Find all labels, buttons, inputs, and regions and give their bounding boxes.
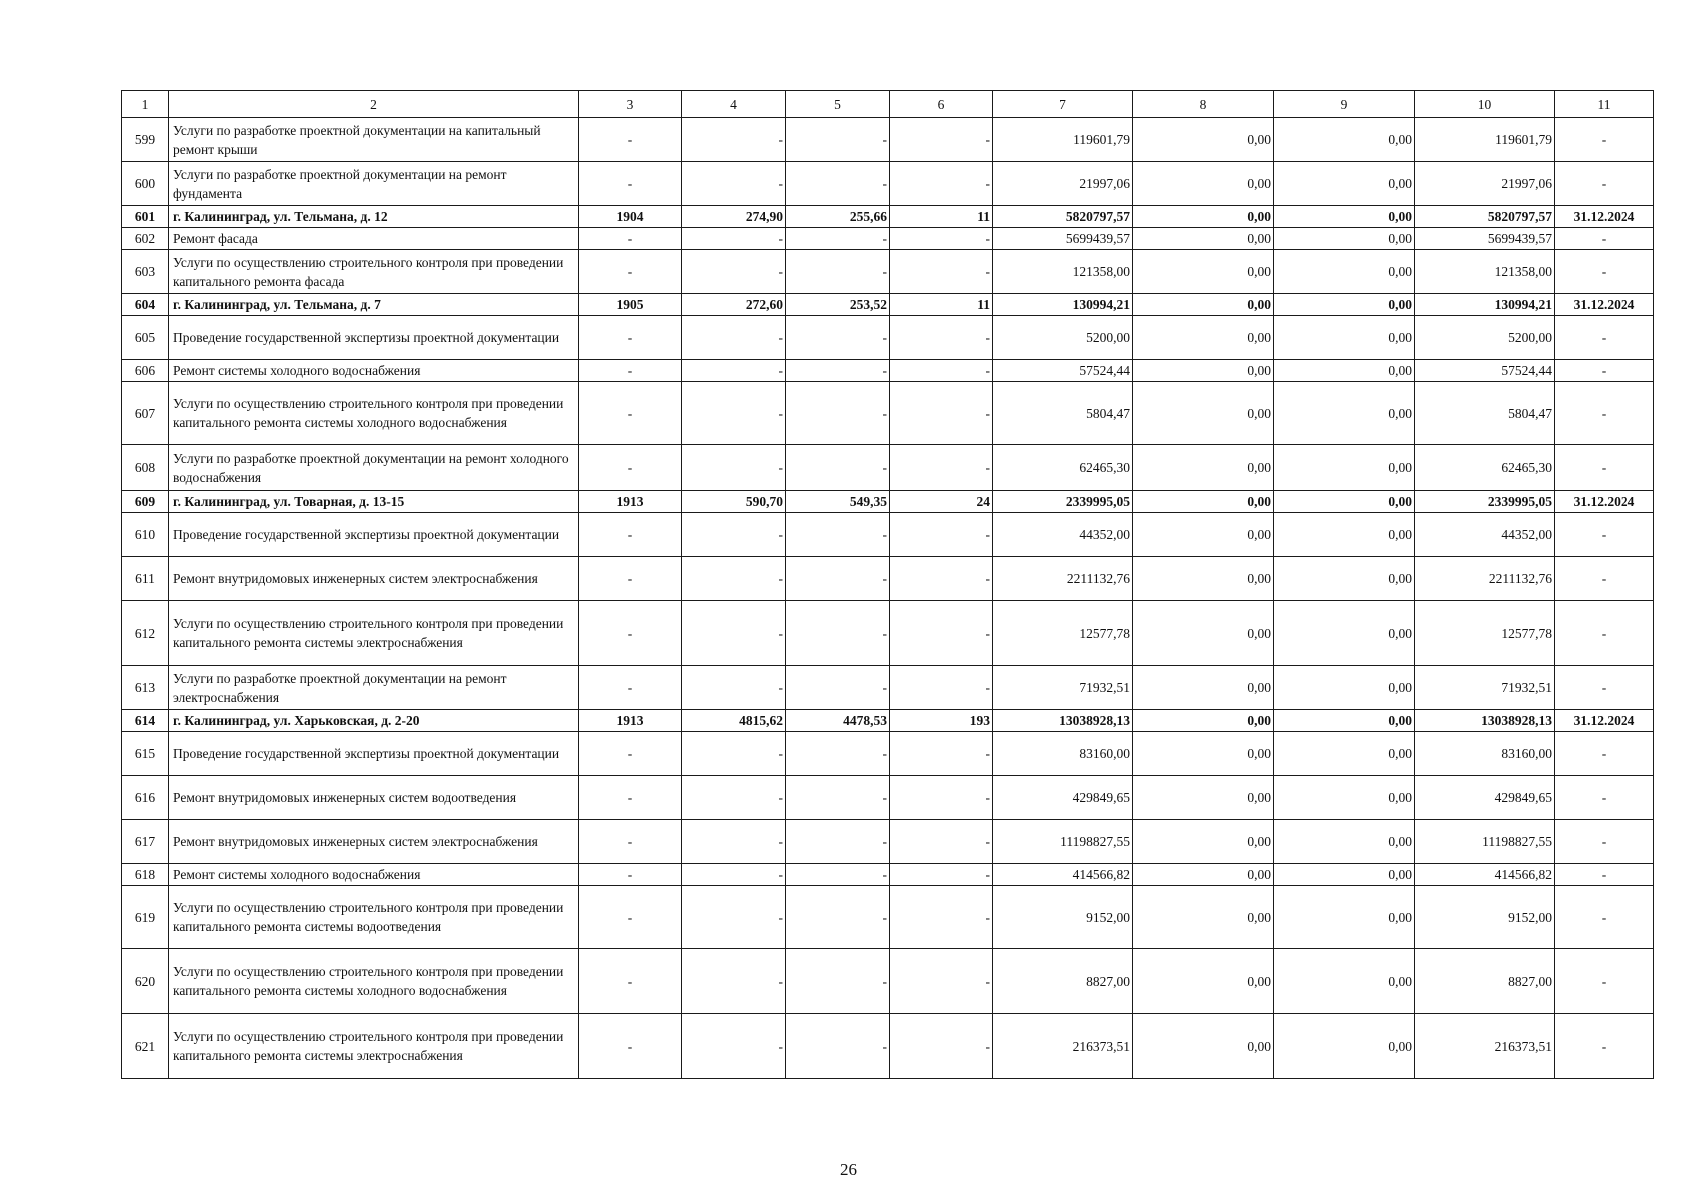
table-cell: 5820797,57 [993, 206, 1133, 228]
table-cell: - [1555, 820, 1654, 864]
table-cell: 5200,00 [1415, 316, 1555, 360]
table-row [122, 445, 1654, 491]
table-cell: 12577,78 [993, 601, 1133, 666]
table-cell: - [890, 118, 993, 162]
table-cell: 610 [122, 513, 169, 557]
table-cell: 9152,00 [993, 886, 1133, 949]
table-cell: 0,00 [1133, 250, 1274, 294]
table-cell: - [579, 864, 682, 886]
table-cell: 0,00 [1274, 513, 1415, 557]
header-row [122, 91, 1654, 118]
table-cell: 1904 [579, 206, 682, 228]
table-cell: - [682, 445, 786, 491]
table-cell: - [890, 886, 993, 949]
table-cell: - [682, 864, 786, 886]
table-cell: 0,00 [1133, 294, 1274, 316]
table-cell: - [786, 360, 890, 382]
table-row [122, 776, 1654, 820]
column-header: 9 [1274, 91, 1415, 118]
table-cell: - [786, 864, 890, 886]
table-cell: 606 [122, 360, 169, 382]
table-cell: 119601,79 [1415, 118, 1555, 162]
table-cell: 11 [890, 206, 993, 228]
table-cell: 193 [890, 710, 993, 732]
table-cell: 24 [890, 491, 993, 513]
table-cell: 0,00 [1274, 162, 1415, 206]
table-cell: - [786, 666, 890, 710]
table-cell: 414566,82 [993, 864, 1133, 886]
table-cell: Услуги по осуществлению строительного контроля при проведении капитального ремонта фасада [169, 250, 579, 294]
address-row [122, 294, 1654, 316]
table-cell: 216373,51 [993, 1014, 1133, 1079]
table-cell: 0,00 [1133, 710, 1274, 732]
table-cell: - [579, 162, 682, 206]
table-cell: 5699439,57 [1415, 228, 1555, 250]
table-cell: 62465,30 [1415, 445, 1555, 491]
table-cell: - [1555, 162, 1654, 206]
table-cell: 0,00 [1274, 949, 1415, 1014]
table-cell: 57524,44 [993, 360, 1133, 382]
table-cell: 0,00 [1133, 360, 1274, 382]
table-cell: - [579, 886, 682, 949]
table-row [122, 820, 1654, 864]
table-cell: 604 [122, 294, 169, 316]
table-cell: 0,00 [1274, 776, 1415, 820]
table-cell: 601 [122, 206, 169, 228]
table-cell: - [1555, 513, 1654, 557]
table-cell: 600 [122, 162, 169, 206]
table-cell: 13038928,13 [993, 710, 1133, 732]
table-cell: 613 [122, 666, 169, 710]
table-cell: 0,00 [1274, 710, 1415, 732]
table-cell: 71932,51 [993, 666, 1133, 710]
table-cell: 429849,65 [1415, 776, 1555, 820]
table-cell: - [890, 666, 993, 710]
table-cell: 0,00 [1133, 382, 1274, 445]
table-cell: 5804,47 [993, 382, 1133, 445]
table-cell: - [786, 732, 890, 776]
table-cell: - [1555, 864, 1654, 886]
column-header: 1 [122, 91, 169, 118]
table-cell: - [890, 557, 993, 601]
table-cell: - [1555, 1014, 1654, 1079]
table-cell: Проведение государственной экспертизы проектной документации [169, 513, 579, 557]
table-cell: 0,00 [1274, 250, 1415, 294]
table-cell: 0,00 [1133, 666, 1274, 710]
table-cell: 0,00 [1133, 949, 1274, 1014]
table-cell: 31.12.2024 [1555, 491, 1654, 513]
table-cell: 0,00 [1274, 557, 1415, 601]
table-row [122, 162, 1654, 206]
table-row [122, 601, 1654, 666]
table-cell: - [786, 949, 890, 1014]
table-cell: - [786, 316, 890, 360]
table-cell: Ремонт системы холодного водоснабжения [169, 360, 579, 382]
table-cell: - [579, 513, 682, 557]
table-cell: 11198827,55 [1415, 820, 1555, 864]
table-cell: - [682, 382, 786, 445]
table-cell: Услуги по осуществлению строительного контроля при проведении капитального ремонта системы электроснабжения [169, 601, 579, 666]
table-cell: 130994,21 [993, 294, 1133, 316]
table-cell: - [890, 864, 993, 886]
table-cell: 4815,62 [682, 710, 786, 732]
table-cell: - [682, 949, 786, 1014]
table-cell: - [890, 316, 993, 360]
table-cell: Проведение государственной экспертизы проектной документации [169, 316, 579, 360]
table-cell: 8827,00 [1415, 949, 1555, 1014]
table-cell: - [890, 601, 993, 666]
table-cell: 0,00 [1274, 1014, 1415, 1079]
table-cell: 0,00 [1274, 316, 1415, 360]
table-cell: 44352,00 [993, 513, 1133, 557]
table-cell: 603 [122, 250, 169, 294]
table-cell: 4478,53 [786, 710, 890, 732]
table-cell: 1913 [579, 710, 682, 732]
table-cell: - [579, 382, 682, 445]
table-cell: - [1555, 382, 1654, 445]
table-cell: Ремонт внутридомовых инженерных систем электроснабжения [169, 820, 579, 864]
table-cell: 0,00 [1133, 864, 1274, 886]
table-cell: 119601,79 [993, 118, 1133, 162]
table-cell: 11198827,55 [993, 820, 1133, 864]
page-number: 26 [840, 1160, 857, 1179]
table-cell: - [682, 732, 786, 776]
table-cell: 602 [122, 228, 169, 250]
table-cell: - [579, 445, 682, 491]
table-cell: - [1555, 776, 1654, 820]
table-cell: 1913 [579, 491, 682, 513]
table-cell: 121358,00 [1415, 250, 1555, 294]
table-cell: - [890, 513, 993, 557]
table-cell: Ремонт фасада [169, 228, 579, 250]
table-cell: 2211132,76 [1415, 557, 1555, 601]
table-cell: - [890, 1014, 993, 1079]
table-cell: 611 [122, 557, 169, 601]
table-cell: 0,00 [1274, 864, 1415, 886]
table-cell: 429849,65 [993, 776, 1133, 820]
table-cell: - [786, 513, 890, 557]
table-cell: - [786, 250, 890, 294]
table-row [122, 557, 1654, 601]
table-cell: 0,00 [1133, 228, 1274, 250]
table-cell: - [579, 557, 682, 601]
table-row [122, 886, 1654, 949]
table-cell: 31.12.2024 [1555, 206, 1654, 228]
column-header: 4 [682, 91, 786, 118]
table-cell: 0,00 [1274, 732, 1415, 776]
table-cell: 2339995,05 [993, 491, 1133, 513]
table-cell: Услуги по осуществлению строительного контроля при проведении капитального ремонта системы холодного водоснабжения [169, 382, 579, 445]
table-cell: - [579, 250, 682, 294]
table-cell: Услуги по разработке проектной документации на ремонт фундамента [169, 162, 579, 206]
table-cell: - [579, 118, 682, 162]
table-cell: - [786, 601, 890, 666]
table-cell: - [579, 949, 682, 1014]
table-cell: 62465,30 [993, 445, 1133, 491]
table-cell: 0,00 [1133, 886, 1274, 949]
column-header: 3 [579, 91, 682, 118]
table-cell: 31.12.2024 [1555, 294, 1654, 316]
table-cell: 13038928,13 [1415, 710, 1555, 732]
table-cell: Услуги по осуществлению строительного контроля при проведении капитального ремонта системы электроснабжения [169, 1014, 579, 1079]
column-header: 6 [890, 91, 993, 118]
table-cell: Ремонт внутридомовых инженерных систем водоотведения [169, 776, 579, 820]
table-cell: Услуги по разработке проектной документации на ремонт холодного водоснабжения [169, 445, 579, 491]
table-cell: Услуги по осуществлению строительного контроля при проведении капитального ремонта системы водоотведения [169, 886, 579, 949]
table-cell: - [890, 445, 993, 491]
table-cell: 549,35 [786, 491, 890, 513]
table-cell: Услуги по осуществлению строительного контроля при проведении капитального ремонта системы холодного водоснабжения [169, 949, 579, 1014]
table-cell: 255,66 [786, 206, 890, 228]
table-cell: - [682, 162, 786, 206]
table-cell: - [1555, 601, 1654, 666]
table-cell: 605 [122, 316, 169, 360]
table-cell: - [682, 776, 786, 820]
table-cell: 0,00 [1133, 206, 1274, 228]
table-cell: 12577,78 [1415, 601, 1555, 666]
table-cell: 618 [122, 864, 169, 886]
table-cell: 615 [122, 732, 169, 776]
table-cell: 272,60 [682, 294, 786, 316]
table-row [122, 666, 1654, 710]
table-cell: 0,00 [1274, 666, 1415, 710]
table-cell: 0,00 [1274, 382, 1415, 445]
table-cell: - [890, 776, 993, 820]
table-cell: 0,00 [1274, 601, 1415, 666]
table-cell: 11 [890, 294, 993, 316]
table-cell: - [682, 601, 786, 666]
table-cell: 2339995,05 [1415, 491, 1555, 513]
table-cell: Проведение государственной экспертизы проектной документации [169, 732, 579, 776]
table-cell: 0,00 [1274, 206, 1415, 228]
table-cell: 590,70 [682, 491, 786, 513]
column-header: 8 [1133, 91, 1274, 118]
address-row [122, 710, 1654, 732]
table-cell: - [786, 382, 890, 445]
table-cell: 0,00 [1274, 445, 1415, 491]
table-cell: Услуги по разработке проектной документации на ремонт электроснабжения [169, 666, 579, 710]
column-header: 10 [1415, 91, 1555, 118]
repair-schedule-table [121, 90, 1654, 1079]
table-cell: 0,00 [1274, 886, 1415, 949]
table-cell: - [579, 360, 682, 382]
table-cell: - [1555, 666, 1654, 710]
table-cell: 8827,00 [993, 949, 1133, 1014]
table-cell: 5699439,57 [993, 228, 1133, 250]
table-cell: 21997,06 [1415, 162, 1555, 206]
table-cell: 414566,82 [1415, 864, 1555, 886]
table-cell: - [1555, 732, 1654, 776]
table-cell: - [786, 557, 890, 601]
table-cell: - [1555, 557, 1654, 601]
table-cell: - [682, 250, 786, 294]
table-cell: г. Калининград, ул. Тельмана, д. 12 [169, 206, 579, 228]
table-cell: 9152,00 [1415, 886, 1555, 949]
table-row [122, 732, 1654, 776]
table-cell: 44352,00 [1415, 513, 1555, 557]
table-cell: Ремонт системы холодного водоснабжения [169, 864, 579, 886]
table-cell: - [890, 162, 993, 206]
table-cell: 607 [122, 382, 169, 445]
table-cell: 608 [122, 445, 169, 491]
table-cell: - [682, 228, 786, 250]
table-cell: 274,90 [682, 206, 786, 228]
address-row [122, 206, 1654, 228]
table-cell: 0,00 [1274, 820, 1415, 864]
table-cell: 0,00 [1133, 601, 1274, 666]
column-header: 5 [786, 91, 890, 118]
table-row [122, 250, 1654, 294]
table-cell: 0,00 [1274, 118, 1415, 162]
table-cell: - [682, 820, 786, 864]
table-cell: 614 [122, 710, 169, 732]
table-cell: 0,00 [1133, 776, 1274, 820]
table-cell: 0,00 [1274, 294, 1415, 316]
table-cell: 599 [122, 118, 169, 162]
table-cell: - [890, 382, 993, 445]
table-cell: 621 [122, 1014, 169, 1079]
table-cell: - [1555, 445, 1654, 491]
table-cell: 121358,00 [993, 250, 1133, 294]
table-cell: - [786, 886, 890, 949]
table-cell: - [682, 118, 786, 162]
table-cell: - [890, 360, 993, 382]
table-row [122, 864, 1654, 886]
table-cell: 216373,51 [1415, 1014, 1555, 1079]
table-cell: 0,00 [1133, 820, 1274, 864]
table-cell: - [682, 666, 786, 710]
table-cell: 612 [122, 601, 169, 666]
table-cell: 0,00 [1133, 491, 1274, 513]
column-header: 2 [169, 91, 579, 118]
table-cell: - [579, 732, 682, 776]
table-cell: - [1555, 118, 1654, 162]
table-cell: - [1555, 228, 1654, 250]
table-cell: 253,52 [786, 294, 890, 316]
table-cell: 0,00 [1274, 491, 1415, 513]
column-header: 7 [993, 91, 1133, 118]
table-cell: - [579, 316, 682, 360]
table-cell: 130994,21 [1415, 294, 1555, 316]
table-cell: - [786, 820, 890, 864]
table-cell: 609 [122, 491, 169, 513]
table-cell: 0,00 [1133, 316, 1274, 360]
table-row [122, 316, 1654, 360]
table-cell: 0,00 [1133, 1014, 1274, 1079]
table-cell: 31.12.2024 [1555, 710, 1654, 732]
table-row [122, 949, 1654, 1014]
table-row [122, 513, 1654, 557]
table-cell: - [786, 776, 890, 820]
table-cell: 0,00 [1274, 228, 1415, 250]
table-cell: - [579, 776, 682, 820]
column-header: 11 [1555, 91, 1654, 118]
table-cell: г. Калининград, ул. Харьковская, д. 2-20 [169, 710, 579, 732]
table-cell: Ремонт внутридомовых инженерных систем электроснабжения [169, 557, 579, 601]
table-cell: - [1555, 949, 1654, 1014]
table-cell: - [890, 732, 993, 776]
table-cell: 1905 [579, 294, 682, 316]
table-cell: 83160,00 [993, 732, 1133, 776]
table-cell: 5804,47 [1415, 382, 1555, 445]
table-cell: 617 [122, 820, 169, 864]
table-cell: - [682, 886, 786, 949]
table-cell: - [682, 316, 786, 360]
table-cell: - [1555, 316, 1654, 360]
table-cell: - [682, 360, 786, 382]
table-cell: - [1555, 360, 1654, 382]
table-cell: 5200,00 [993, 316, 1133, 360]
table-cell: - [682, 513, 786, 557]
table-cell: 57524,44 [1415, 360, 1555, 382]
table-cell: - [786, 445, 890, 491]
table-cell: 0,00 [1133, 118, 1274, 162]
table-cell: 616 [122, 776, 169, 820]
table-cell: - [579, 666, 682, 710]
table-cell: 0,00 [1133, 162, 1274, 206]
table-cell: - [579, 601, 682, 666]
table-cell: 619 [122, 886, 169, 949]
table-cell: г. Калининград, ул. Товарная, д. 13-15 [169, 491, 579, 513]
table-row [122, 228, 1654, 250]
table-cell: - [682, 557, 786, 601]
table-cell: г. Калининград, ул. Тельмана, д. 7 [169, 294, 579, 316]
table-cell: - [1555, 886, 1654, 949]
table-cell: - [890, 820, 993, 864]
table-cell: - [890, 228, 993, 250]
table-cell: 620 [122, 949, 169, 1014]
table-cell: - [579, 228, 682, 250]
table-cell: 0,00 [1133, 557, 1274, 601]
table-cell: 2211132,76 [993, 557, 1133, 601]
table-cell: - [890, 949, 993, 1014]
table-row [122, 382, 1654, 445]
table-row [122, 1014, 1654, 1079]
table-cell: 21997,06 [993, 162, 1133, 206]
table-cell: 83160,00 [1415, 732, 1555, 776]
table-cell: 0,00 [1274, 360, 1415, 382]
table-cell: 0,00 [1133, 732, 1274, 776]
address-row [122, 491, 1654, 513]
table-cell: Услуги по разработке проектной документации на капитальный ремонт крыши [169, 118, 579, 162]
table-row [122, 118, 1654, 162]
table-cell: 0,00 [1133, 513, 1274, 557]
table-cell: 71932,51 [1415, 666, 1555, 710]
table-cell: - [682, 1014, 786, 1079]
table-cell: - [579, 820, 682, 864]
table-cell: 5820797,57 [1415, 206, 1555, 228]
table-cell: - [890, 250, 993, 294]
table-cell: - [1555, 250, 1654, 294]
table-cell: - [786, 162, 890, 206]
table-body [122, 91, 1654, 1079]
table-cell: 0,00 [1133, 445, 1274, 491]
table-cell: - [786, 1014, 890, 1079]
table-cell: - [579, 1014, 682, 1079]
table-row [122, 360, 1654, 382]
table-cell: - [786, 118, 890, 162]
table-cell: - [786, 228, 890, 250]
